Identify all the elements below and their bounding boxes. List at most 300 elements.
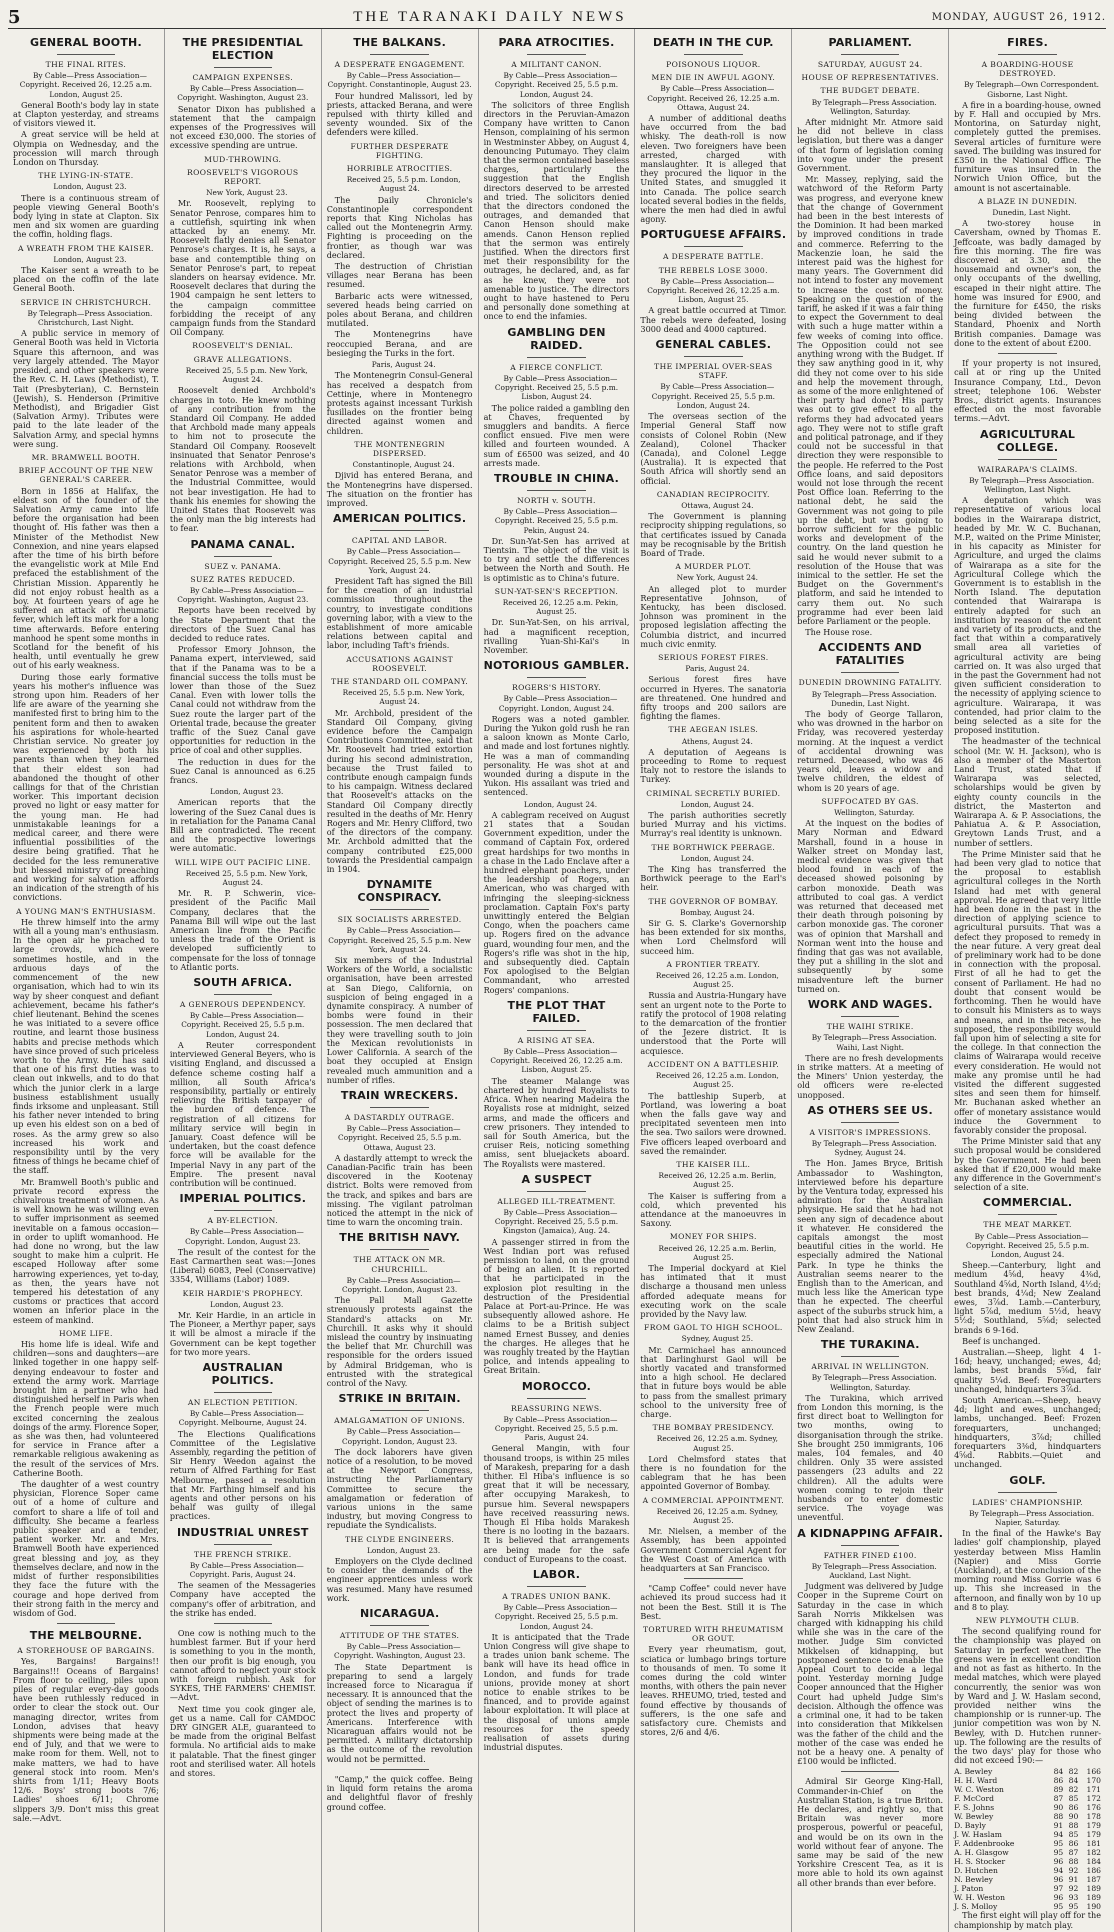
section-heading: WORK AND WAGES. <box>807 998 933 1012</box>
paragraph: Serious forest fires have occurred in Hyeres. The sanatoria are threatened. One hundred and fifty troops and 200 sailors are fighting the flames. <box>640 674 787 722</box>
sub-heading: SUEZ v. PANAMA. <box>204 561 282 571</box>
score: 184 <box>1086 1857 1101 1867</box>
paragraph: The dock laborers have given notice of a resolution, to be moved at the Newport Congress, instructing the Parliamentary Committee to secure the amalgamation or federation of various unions in the same industry, but moving Congress to repudiate the Syndicalists. <box>326 1446 473 1531</box>
score: 95 <box>1053 1848 1064 1858</box>
score: 90 <box>1053 1803 1064 1813</box>
paragraph: The Prime Minister said that he had been very glad to notice that the proposal to establish agricultural colleges in the North Island had met with general approval. He agreed that very little had been done in the past in the direction of applying science to agricultural pursuits. That was a defect they proposed to remedy in the near future. A very great deal of preliminary work had to be done in connection with the proposal. First of all he had to get the consent of Parliament. He had no doubt that consent would be forthcoming. Then he would have to consult his Ministers as to ways and means, and in the recess, he supposed, the responsibility would fall upon him of selecting a site for the college. In that connection the claims of Wairarapa would receive every consideration. He would not make any promise until he had visited the different suggested sites and seen them for himself. Mr. Buchanan asked whether an offer of monetary assistance would induce the Government to favorably consider the proposal. <box>954 848 1101 1135</box>
player-name: W. Bewley <box>954 1812 994 1822</box>
paragraph: Australian.—Sheep, light 4 1-16d; heavy, unchanged; ewes, 4d; lambs, best brands 5⅝d, fair quality 5¼d. Beef: Forequarters unchanged, hindquarters 3⅞d. <box>954 1347 1101 1394</box>
divider <box>684 246 742 247</box>
section-heading: AUSTRALIAN POLITICS. <box>202 1360 283 1387</box>
divider <box>214 67 272 68</box>
score: 82 <box>1068 1767 1079 1777</box>
paragraph: Every year rheumatism, gout, sciatica or lumbago brings torture to thousands of men. To some it comes during the cold winter months, with others the pain never leaves. RHEUMO, tried, tested and found effective by thousands of sufferers, is the one safe and satisfactory cure. Chemists and stores, 2/6 and 4/6. <box>640 1644 787 1738</box>
section-heading: FIRES. <box>1007 36 1049 49</box>
dateline: Received 26, 12.25 a.m. London, August 25. <box>655 971 779 990</box>
paragraph: Born in 1856 at Halifax, the eldest son of the founder of the Salvation Army came into life before the organisation had been thought of. His father was then a Minister of the Methodist New Connexion, and nine years elapsed after the time of his birth before the evangelistic work at Mile End prefaced the establishment of the Christian Mission. Apparently he did not enjoy robust health as a boy. At fourteen years of age he suffered an attack of rheumatic fever, which left its mark for a long time afterwards. Before entering manhood he spent some months in Scotland for the benefit of his health, until eventually he grew out of his early weakness. <box>13 485 159 671</box>
score: 189 <box>1086 1884 1101 1894</box>
player-name: N. Bewley <box>954 1875 993 1885</box>
divider <box>841 1016 899 1017</box>
player-name: D. Bayly <box>954 1821 986 1831</box>
section-heading: GENERAL BOOTH. <box>29 36 142 49</box>
issue-date: MONDAY, AUGUST 26, 1912. <box>931 11 1106 23</box>
paragraph: "Camp Coffee" could never have achieved its proud success had it not been the Best. Still it is The Best. <box>640 1583 787 1621</box>
dateline: By Cable—Press Association—Copyright. Received 25, 5.5 p.m. London, August 24. <box>965 1231 1090 1259</box>
sub-heading: WILL WIPE OUT PACIFIC LINE. <box>174 857 311 867</box>
sub-heading: THE ATTACK ON MR. CHURCHILL. <box>353 1255 446 1274</box>
sub-heading: A DESPERATE ENGAGEMENT. <box>334 60 465 69</box>
score: 96 <box>1053 1875 1064 1885</box>
sub-heading: ROOSEVELT'S VIGOROUS REPORT. <box>187 167 299 187</box>
paragraph: During those early formative years his mother's influence was strong upon him. Readers of her life are aware of the yearning she manifested first to bring him to the penitent form and then to awaken his aspirations for whole-hearted Christian service. No greater joy was experienced by both his parents than when they learned that their eldest son had abandoned the thought of other callings for that of the Christian worker. This important decision proved no light or easy matter for the young man. He had unmistakable leanings for a medical career, and there were influential possibilities of the desire being gratified. That he decided for the less remunerative but blessed ministry of preaching and working for salvation affords an indication of the strength of his convictions. <box>13 671 159 903</box>
dateline: By Cable—Press Association—Copyright. London, August 23. <box>341 1275 461 1294</box>
column-7 <box>949 29 1106 1932</box>
divider <box>527 1030 585 1031</box>
divider <box>370 530 428 531</box>
dateline: Received 26, 12.25 a.m. Berlin, August 25. <box>658 1171 777 1190</box>
dateline: Athens, August 24. <box>681 736 753 746</box>
dateline: By Cable—Press Association—Copyright. Received 25, 5.5 p.m. London, August 24. <box>651 382 775 410</box>
divider <box>370 1107 428 1108</box>
paragraph: The headmaster of the technical school (Mr. W. H. Jackson), who is also a member of the Masterton Land Trust, stated that if Wairarapa was selected, scholarships would be given by eighty county councils in the district, the Masterton and Wairarapa A. & P. Associations, the Pahiatua A. & P. Association, Greytown Lands Trust, and a number of settlers. <box>954 736 1101 848</box>
player-name: H. H. Ward <box>954 1776 998 1786</box>
dateline: Received 25, 5.5 p.m. New York, August 24. <box>342 688 465 707</box>
score: 87 <box>1068 1848 1079 1858</box>
player-name: F. S. Johns <box>954 1803 995 1813</box>
paragraph: Yes, Bargains! Bargains!! Bargains!!! Oceans of Bargains! From floor to ceiling, piles upon piles of regular every-day goods have been ruthlessly reduced in order to clear the stock out. Our managing director, writes from London, advises that heavy shipments were being made at the end of July, and that we were to make room for them. Well, not to make matters, we had to have general stock into room. Men's shirts from 1/11; Heavy Boots 12/6. Boys' strong boots 7/6; Ladies' shoes 6/11; Chrome slippers 3/9. Don't miss this great sale.—Advt. <box>13 1656 159 1823</box>
table-row <box>954 1803 1101 1812</box>
dateline: By Cable—Press Association—Copyright. Melbourne, August 24. <box>178 1409 307 1428</box>
dateline: By Telegraph—Press Association. Sydney, August 24. <box>811 1138 937 1158</box>
paragraph: Mr. Nielsen, a member of the Assembly, has been appointed Government Commercial Agent for the West Coast of America with headquarters at San Francisco. <box>640 1526 787 1574</box>
sub-heading: CAPITAL AND LABOR. <box>351 536 448 546</box>
table-row <box>954 1767 1101 1776</box>
divider <box>527 1398 585 1399</box>
dateline: Wellington, Saturday. <box>834 808 915 818</box>
table-row <box>954 1794 1101 1803</box>
sub-heading: THE LYING-IN-STATE. <box>38 171 134 181</box>
score: 189 <box>1086 1893 1101 1903</box>
paragraph: Russia and Austria-Hungary have sent an urgent note to the Porte to ratify the protocol of 1908 relating to the demarcation of the frontier of the Jezere district. It is understood that the Porte will acquiesce. <box>640 990 787 1056</box>
paragraph: Rogers was a noted gambler. During the Yukon gold rush he ran a saloon known as Monte Carlo, and made and lost fortunes nightly. He was a man of commanding personality. He was shot at and wounded during a dispute in the Yukon. His assailant was tried and sentenced. <box>483 713 630 798</box>
table-row <box>954 1857 1101 1866</box>
paragraph: A cablegram received on August 21 states that a Soudan Government expedition, under the command of Captain Fox, ordered great hardships for two months in a chase in the Lado Enclave after a hundred elephant poachers, under the leadership of Rogers, an American, who was charged with infringing the sleeping-sickness proclamation. Captain Fox's party unwittingly entered the Belgian Congo, when the poachers came up. Rogers fired on the advance guard, wounding four men, and the Rogers's rifle was shot in the hip, and subsequently died. Captain Fox apologised to the Belgian Commandant, who arrested Rogers' companions. <box>483 809 630 995</box>
sub-heading: NEW PLYMOUTH CLUB. <box>975 1616 1080 1626</box>
section-heading: PORTUGUESE AFFAIRS. <box>640 228 787 242</box>
dateline: By Cable—Press Association—Copyright. Received 25, 5.5 p.m. Paris, August 24. <box>494 1414 619 1443</box>
column-4 <box>479 29 636 1932</box>
paragraph: Lord Chelmsford states that there is no foundation for the cablegram that he has been appointed Governor of Bombay. <box>640 1453 787 1492</box>
paragraph: The destruction of Christian villages near Berana has been resumed. <box>326 261 473 290</box>
player-name: W. H. Weston <box>954 1893 1005 1903</box>
score: 84 <box>1068 1776 1079 1786</box>
divider <box>57 1623 115 1624</box>
paragraph: A public service in memory of General Booth was held in Victoria Square this afternoon, and was very largely attended. The Mayor presided, and other speakers were the Rev. C. H. Laws (Methodist), T. Tait (Presbyterian), C. Bernstein (Jewish), S. Henderson (Primitive Methodist), and Brigadier Gist (Salvation Army). Tributes were paid to the late leader of the Salvation Army, and special hymns were sung. <box>13 328 159 449</box>
paragraph: The Imperial dockyard at Kiel has intimated that it must discharge a thousand men unless afforded adequate means for executing work on the scale provided by the Navy law. <box>640 1262 787 1319</box>
divider <box>998 54 1057 55</box>
column-6 <box>792 29 949 1932</box>
dateline: London, August 23. <box>210 787 284 797</box>
table-row <box>954 1848 1101 1857</box>
paragraph: Sir G. S. Clarke's Governorship has been extended for six months, when Lord Chelmsford will succeed him. <box>640 918 787 956</box>
sub-heading: A STOREHOUSE OF BARGAINS. <box>17 1646 155 1656</box>
paragraph: His home life is ideal. Wife and children—sons and daughters—are linked together in one happy self-denying endeavour to foster and extend the army work. Marriage brought him a partner who had distinguished herself in Paris when the French people were much excited concerning the zealous doings of the army. Florence Soper, as she was then, had volunteered for service in France after a remarkable religious awakening as the result of the services of Mrs. Catherine Booth. <box>13 1339 159 1478</box>
section-heading: THE PLOT THAT FAILED. <box>507 998 606 1025</box>
paragraph: The King has transferred the Borthwick peerage to the Earl's heir. <box>640 864 787 893</box>
divider <box>998 1492 1057 1493</box>
column-3 <box>322 29 479 1932</box>
dateline: London, August 24. <box>680 799 754 809</box>
paragraph: The Kaiser is suffering from a cold, which prevented his attendance at the manoeuvres in Saxony. <box>640 1190 787 1229</box>
table-row <box>954 1866 1101 1875</box>
masthead <box>8 6 1106 29</box>
section-heading: AS OTHERS SEE US. <box>807 1103 933 1117</box>
page-number: 5 <box>8 6 21 28</box>
dateline: Received 25, 5.5 p.m. London, August 24. <box>346 175 461 194</box>
dateline: Dunedin, Last Night. <box>992 208 1071 218</box>
divider <box>998 1214 1057 1215</box>
score: 85 <box>1068 1830 1079 1840</box>
paragraph: The parish authorities secretly buried Murray and his victims. Murray's real identity is unknown. <box>640 810 787 839</box>
sub-heading: DUNEDIN DROWNING FATALITY. <box>798 678 942 688</box>
score: 88 <box>1068 1857 1079 1867</box>
paragraph: After midnight Mr. Atmore said he did not believe in class legislation, but there was a danger of that form of legislation coming into vogue under the present Government. <box>797 117 944 174</box>
dateline: London, August 23. <box>53 182 127 192</box>
paragraph: Barbaric acts were witnessed, severed heads being carried on poles about Berana, and children mutilated. <box>326 290 473 329</box>
paragraph: Senator Dixon has published a statement that the campaign expenses of the Progressives will not exceed £30,000. The stories of excessive spending are untrue. <box>169 103 316 151</box>
section-heading: MOROCCO. <box>521 1379 592 1393</box>
divider <box>527 54 585 55</box>
sub-heading: SIX SOCIALISTS ARRESTED. <box>337 915 462 925</box>
sub-heading: MONEY FOR SHIPS. <box>669 1232 757 1242</box>
divider <box>841 1771 899 1772</box>
section-heading: THE PRESIDENTIAL ELECTION <box>182 36 303 62</box>
section-heading: STRIKE IN BRITAIN. <box>338 1392 461 1406</box>
divider <box>214 994 272 995</box>
paragraph: A great battle occurred at Timor. The rebels were defeated, losing 3000 dead and 4000 captured. <box>640 305 787 334</box>
score: 179 <box>1086 1821 1101 1831</box>
sub-heading: A GENEROUS DEPENDENCY. <box>179 1000 306 1010</box>
table-row <box>954 1821 1101 1830</box>
sub-heading: THE BOMBAY PRESIDENCY. <box>652 1423 775 1433</box>
table-row <box>954 1893 1101 1902</box>
table-row <box>954 1884 1101 1893</box>
divider <box>214 1210 272 1211</box>
paragraph: A two-storey house in Caversham, owned by Thomas E. Jeffcoate, was badly damaged by fire this morning. The fire was discovered at 3.30, and the housemaid and owner's son, the only occupants of the dwelling, escaped in their night attire. The home was insured for £900, and the furniture for £450, the risks being divided between the Standard, Phoenix and North British companies. Damage was done to the extent of about £200. <box>954 218 1101 348</box>
sub-heading: THE AEGEAN ISLES. <box>668 725 759 735</box>
sub-heading: AN ELECTION PETITION. <box>187 1397 298 1407</box>
dateline: By Telegraph—Own Correspondent. Gisborne, Last Night. <box>964 80 1100 99</box>
column-5 <box>635 29 792 1932</box>
paragraph: Sheep.—Canterbury, light and medium 4⅝d, heavy 4⅜d, Southland 4⅝d, North Island, 4½d; best brands, 4¼d; New Zealand ewes, 3⅞d. Lamb.—Canterbury, light 5⅞d, medium 5½d, heavy 5½d; Southland, 5⅝d; selected brands 6 9-16d. <box>954 1260 1101 1335</box>
sub-heading: NORTH v. SOUTH. <box>517 495 596 505</box>
paragraph: Professor Emory Johnson, the Panama expert, interviewed, said that if the Panama was to be a financial success the tolls must be lower than those of the Suez Canal. Even with lower tolls the Canal could not withdraw from the Suez route the larger part of the Oriental trade, because the greater traffic of the Suez Canal gave opportunities for reduction in the price of coal and other supplies. <box>169 644 316 756</box>
score: 86 <box>1053 1776 1064 1786</box>
section-heading: AGRICULTURAL COLLEGE. <box>980 427 1076 454</box>
sub-heading: ACCUSATIONS AGAINST ROOSEVELT. <box>346 654 454 673</box>
paragraph: At the inquest on the bodies of Mary Norman and Edward Marshall, found in a house in Walker street on Monday last, medical evidence was given that blood found in each of the deceased showed poisoning by carbon monoxide. Death was attributed to coal gas. A verdict was returned that deceased met their death through poisoning by carbon monoxide gas. The coroner was of opinion that Marshall and Norman went into the house and finding that gas was not available, they put a shilling in the slot and subsequently by some misadventure left the burner turned on. <box>797 818 944 994</box>
sub-heading: A COMMERCIAL APPOINTMENT. <box>642 1495 785 1505</box>
sub-heading: SERIOUS FOREST FIRES. <box>658 652 769 662</box>
paragraph: The Hon. James Bryce, British Ambassador to Washington, interviewed before his departure by the Ventura today, expressed his admiration for the Australian physique. He said that he had not seen any sign of decadence about it whatever. He considered the capitals amongst the most beautiful cities in the world. He especially admired the National Park. In type he thinks the Australian seems nearer to the English than to the American, and much less like the American type than he expected. The cheerful aspect of the suburbs struck him, a point that had also struck him in New Zealand. <box>797 1158 944 1334</box>
sub-heading: A BLAZE IN DUNEDIN. <box>977 196 1078 206</box>
sub-heading: THE GOVERNOR OF BOMBAY. <box>648 896 779 906</box>
paragraph: Four hundred Malissori, led by priests, attacked Berana, and were repulsed with thirty killed and seventy wounded. Six of the defenders were killed. <box>326 90 473 138</box>
score: 181 <box>1086 1839 1101 1849</box>
paragraph: He threw himself into the army with all a young man's enthusiasm. In the open air he preached to large crowds, which were sometimes hostile, and in the arduous days of the commencement of the new organisation, which had to win its way by sheer conquest and defiant achievement, became his father's chief lieutenant. Behind the scenes he was initiated to a severe office routine, and learnt those business habits and precise methods which have since proved of such priceless worth to the Army. He has said that one of his first duties was to clean out inkwells, and to do that which the junior clerk in a large business establishment usually finds irksome and unpleasant. Still his father never intended to bring up even his eldest son on a bed of roses. As the army grew so also increased his work and responsibility until by the very fitness of things he became chief of the staff. <box>13 916 159 1176</box>
player-name: F. McCord <box>954 1794 994 1804</box>
sub-heading: ROGERS'S HISTORY. <box>511 683 601 693</box>
divider <box>214 1623 272 1624</box>
section-heading: IMPERIAL POLITICS. <box>179 1192 307 1206</box>
score: 88 <box>1053 1812 1064 1822</box>
player-name: W. C. Weston <box>954 1785 1004 1795</box>
divider <box>370 1769 428 1770</box>
paragraph: The Montenegrin Consul-General has received a despatch from Cettinje, where in Montenegro protests against incessant Turkish fusillades on the frontier being directed against women and children. <box>326 370 473 436</box>
section-heading: PARA ATROCITIES. <box>498 36 615 49</box>
score: 96 <box>1053 1893 1064 1903</box>
score: 176 <box>1086 1803 1101 1813</box>
dateline: Ottawa, August 24. <box>681 500 754 510</box>
divider <box>370 1249 428 1250</box>
paragraph: The reduction in dues for the Suez Canal is announced as 6.25 francs. <box>169 756 316 786</box>
sub-heading: A BOARDING-HOUSE DESTROYED. <box>981 60 1074 79</box>
sub-heading: THE BUDGET DEBATE. <box>820 86 920 96</box>
section-heading: THE TURAKINA. <box>820 1338 920 1352</box>
dateline: New York, August 23. <box>206 188 288 198</box>
paragraph: South American.—Sheep, heavy 4d; light and ewes, unchanged; lambs, unchanged. Beef: Frozen forequarters, unchanged; hindquarters, 3⅞d; chilled forequarters 3⅜d, hindquarters 4⅝d. Rabbits.—Quiet and unchanged. <box>954 1395 1101 1470</box>
article-columns <box>8 29 1106 1930</box>
sub-heading: THE STANDARD OIL COMPANY. <box>331 676 469 686</box>
dateline: By Cable—Press Association—Copyright. Received 25, 5.5 p.m. London, August 24. <box>494 1603 619 1631</box>
paragraph: Next time you cook ginger ale, get us a name. Call for CAMDOC DRY GINGER ALE, guaranteed to be made from the original Belfast formula. No artificial aids to make it palatable. That the finest ginger root and sterilised water. All hotels and stores. <box>169 1703 316 1779</box>
score: 94 <box>1053 1866 1064 1876</box>
paragraph: Dr. Sun-Yat-Sen, on his arrival, had a magnificent reception, rivalling Yuan-Shi-Kai's in November. <box>483 617 630 655</box>
section-heading: DYNAMITE CONSPIRACY. <box>357 878 442 905</box>
section-heading: PANAMA CANAL. <box>190 537 296 551</box>
divider <box>841 1356 899 1357</box>
sub-heading: THE FRENCH STRIKE. <box>194 1549 292 1559</box>
divider <box>684 1578 742 1579</box>
section-heading: A KIDNAPPING AFFAIR. <box>797 1526 944 1540</box>
sub-heading: A BY-ELECTION. <box>207 1216 279 1226</box>
sub-heading: HOME LIFE. <box>58 1328 113 1338</box>
dateline: By Telegraph—Press Association. Dunedin, Last Night. <box>811 689 937 708</box>
sub-heading: CAMPAIGN EXPENSES. <box>192 73 294 82</box>
paragraph: There is a continuous stream of people viewing General Booth's body lying in state at Clapton. Six men and six women are guarding the coffin, holding flags. <box>13 192 159 240</box>
score: 86 <box>1068 1839 1079 1849</box>
paragraph: Mr. Keir Hardie, in an article in The Pioneer, a Merthyr paper, says it will be almost a miracle if the Government can be kept together for two more years. <box>169 1309 316 1357</box>
paragraph: A passenger stirred in from the West Indian port was refused permission to land, on the ground of being an alien. It is reported that he participated in the explosion plot resulting in the destruction of the Presidential Palace at Port-au-Prince. He was subsequently allowed ashore. He claims to be a British subject named Ernest Bussey, and denies the charges. He alleges that he was roughly treated by the Haytian police, and intends appealing to Great Britain. <box>483 1236 630 1376</box>
sub-heading: MEN DIE IN AWFUL AGONY. <box>651 73 776 83</box>
player-name: F. Addenbrooke <box>954 1839 1015 1849</box>
paragraph: A great service will be held at Olympia on Wednesday, and the procession will march through London on Thursday. <box>13 129 159 168</box>
section-heading: PARLIAMENT. <box>828 36 912 49</box>
section-heading: NOTORIOUS GAMBLER. <box>483 659 630 673</box>
paragraph: The body of George Tallaron, who was drowned in the harbor on Friday, was recovered yesterday morning. At the inquest a verdict of accidental drowning was returned. Deceased, who was 46 years old, leaves a widow and twelve children, the eldest of whom is 20 years of age. <box>797 709 944 793</box>
paragraph: A deputation which was representative of various local bodies in the Wairarapa district, headed by Mr. W. C. Buchanan, M.P., waited on the Prime Minister, in his capacity as Minister for Agriculture, and urged the claims of Wairarapa as a site for the Agricultural College which the Government is to establish in the North Island. The deputation contended that Wairarapa is entirely adapted for such an institution by reason of the extent and variety of its products, and the fact that within a comparatively small area all varieties of agricultural activity are being carried on. It was also urged that in the past the Government had not given sufficient consideration to the necessity of applying science to agriculture. Wairarapa, it was contended, had prior claim to the being selected as a site for the proposed institution. <box>954 495 1101 736</box>
paragraph: The Montenegrins have reoccupied Berana, and are besieging the Turks in the fort. <box>326 329 473 358</box>
divider <box>57 54 115 55</box>
sub-heading: GRAVE ALLEGATIONS. <box>193 354 292 364</box>
dateline: By Cable—Press Association—Copyright. Received 26, 12.25 a.m. Ottawa, August 24. <box>647 84 780 112</box>
dateline: By Cable—Press Association—Copyright. Received 26, 12.25 a.m. Lisbon, August 25. <box>647 276 780 305</box>
dateline: London, August 23. <box>367 1545 441 1555</box>
divider <box>370 1625 428 1626</box>
paragraph: Roosevelt denied Archbold's charges in toto. He knew nothing of any contribution from the Standard Oil Company. He added that Archbold made many appeals to him not to prosecute the Standard Oil Company. Roosevelt insinuated that Senator Penrose's relations with Archbold, when Senator Penrose was a member of the Industrial Committee, would not bear investigation. He had to thank his enemies for showing the United States that Roosevelt was the only man the big interests had to fear. <box>169 385 316 534</box>
table-row <box>954 1785 1101 1794</box>
player-name: H. S. Stocker <box>954 1857 1006 1867</box>
section-heading: SOUTH AFRICA. <box>193 976 293 990</box>
paragraph: It is anticipated that the Trade Union Congress will give shape to a trades union bank scheme. The bank will have its head office in London, and funds for trade unions, provide money at short notice to enable strikes to be financed, and to provide against labour exploitation. It will place at the disposal of unions ample resources for the speedy realisation of assets during industrial disputes. <box>483 1631 630 1753</box>
paragraph: Admiral Sir George King-Hall, Commander-in-Chief on the Australian Station, is a true Briton. He declares, and rightly so, that Britain was never more prosperous, powerful or peaceful, and would be on its own in the world without fear of anyone. The same may be said of the new Yorkshire Crescent Tea, as it is more able to hold its own against all other brands than ever before. <box>797 1776 944 1888</box>
paragraph: Employers on the Clyde declined to consider the demands of the engineer apprentices unless work was resumed. Many have resumed work. <box>326 1556 473 1603</box>
player-name: J. Paton <box>954 1884 984 1894</box>
score: 172 <box>1086 1794 1101 1804</box>
divider <box>684 356 742 357</box>
paragraph: Beef is unchanged. <box>962 1335 1041 1346</box>
dateline: London, August 23. <box>210 1299 284 1309</box>
section-heading: TRAIN WRECKERS. <box>340 1088 459 1102</box>
score: 96 <box>1053 1857 1064 1867</box>
score: 88 <box>1068 1821 1079 1831</box>
section-heading: THE BALKANS. <box>353 36 446 49</box>
paragraph: The police raided a gambling den at Chaves, frequented by smugglers and bandits. A fierce conflict ensued. Five men were killed and fourteen wounded. A sum of £6500 was seized, and 40 arrests made. <box>483 402 630 468</box>
table-row <box>954 1839 1101 1848</box>
sub-heading: THE CLYDE ENGINEERS. <box>345 1534 455 1544</box>
score: 166 <box>1086 1767 1101 1777</box>
score: 92 <box>1068 1884 1079 1894</box>
dateline: By Cable—Press Association—Copyright. London, August 23. <box>185 1227 304 1246</box>
sub-heading: THE IMPERIAL OVER-SEAS STAFF. <box>654 362 773 381</box>
paragraph: If your property is not insured, call at or ring up the United Insurance Company, Ltd., Devon street; telephone 106. Webster Bros., district agents. Insurances effected on the most favorable terms.—Advt. <box>954 358 1101 424</box>
sub-heading: LADIES' CHAMPIONSHIP. <box>972 1497 1083 1507</box>
dateline: By Cable—Press Association—Copyright. Received 25, 5.5 p.m. Pekin, August 24. <box>494 507 619 535</box>
dateline: Received 26, 12.25 a.m. Berlin, August 25. <box>658 1243 777 1262</box>
dateline: Bombay, August 24. <box>680 907 755 917</box>
divider <box>841 1545 899 1546</box>
section-heading: TROUBLE IN CHINA. <box>493 471 619 485</box>
golf-scores-table <box>954 1767 1101 1911</box>
section-heading: COMMERCIAL. <box>982 1196 1073 1210</box>
sub-heading: CANADIAN RECIPROCITY. <box>656 489 770 499</box>
sub-heading: WAIRARAPA'S CLAIMS. <box>977 464 1078 474</box>
paragraph: The solicitors of three English directors in the Peruvian-Amazon Company have written to Canon Henson, complaining of his sermon in Westminster Abbey, on August 4, denouncing Putumayo. They claim that the sermon contained baseless charges, particularly the suggestion that the English directors deserved to be arrested and tried. The solicitors denied that the directors condoned the outrages, and demanded that Canon Henson should make amends. Canon Henson replied that the sermon was entirely justified. When the directors first met their responsibility for the outrages, he declared, and, as far as he knew, they were not amenable to justice. The directors ought to have hastened to Peru and personally done something at once to end the infamies. <box>483 99 630 322</box>
sub-heading: FATHER FINED £100. <box>823 1550 917 1560</box>
sub-heading: SUFFOCATED BY GAS. <box>821 796 919 806</box>
paragraph: The battleship Superb, at Portland, was lowering a boat when the falls gave way and precipitated seventeen men into the sea. Two sailors were drowned. Five officers leaped overboard and saved the remainder. <box>640 1090 787 1156</box>
paragraph: Mr. Massey, replying, said the watchword of the Reform Party was progress, and everyone knew that the change of Government had been in the best interests of the Dominion. It had been marked by improved conditions in trade and commerce. Referring to the Mackenzie loan, he said the interest paid was the highest for many years. The Government did not intend to foster any movement to increase the cost of money. Speaking on the question of the tariff, he asked if it was a fair thing to expect the Government to deal with such a huge matter within a few weeks of coming into office. The Opposition could not see anything wrong with the Budget. If they saw anything good in it, why did they not come over to his side and help the movement through, as some of the more enlightened of their party had done? His party was out to give effect to all the reforms they had advocated years ago. They were not to stifle graft and political patronage, and if they could not be successful in that direction they were responsible to the people. He referred to the Post Office loans, and said depositors would not lose through the recent Post Office loan. Referring to the national debt, he said the Government was not going to pile up the debt, but was going to borrow sufficient for the public works and development of the country. On the land question he said he would never submit to a resolution of the House that was inimical to the settler. He set the Budget on the Government's platform, and said he intended to carry them out. No such programme had ever been laid before Parliament or the people. <box>797 174 944 626</box>
dateline: By Cable—Press Association—Copyright. Received 25, 5.5 p.m. London, August 24. <box>494 71 619 99</box>
divider <box>998 353 1057 354</box>
dateline: By Cable—Press Association—Copyright. Washington, August 23. <box>177 84 309 103</box>
dateline: By Cable—Press Association—Copyright. Received 25, 5.5 p.m. Kingston (Jamaica), Aug. 24. <box>494 1207 619 1236</box>
sub-heading: ATTITUDE OF THE STATES. <box>339 1631 460 1641</box>
sub-heading: SATURDAY, AUGUST 24. <box>817 60 923 69</box>
player-name: J. W. Haslam <box>954 1830 1002 1840</box>
paragraph: "Camp," the quick coffee. Being in liquid form retains the aroma and delightful flavor of freshly ground coffee. <box>326 1773 473 1812</box>
sub-heading: ARRIVAL IN WELLINGTON. <box>811 1362 930 1372</box>
sub-heading: A DASTARDLY OUTRAGE. <box>344 1112 455 1122</box>
dateline: By Cable—Press Association—Copyright. Received 25, 5.5 p.m. Lisbon, August 24. <box>494 373 619 402</box>
dateline: By Telegraph—Press Association. Napier, Saturday. <box>969 1508 1095 1528</box>
paragraph: There are no fresh developments in strike matters. At a meeting of the Miners' Union yesterday, the old officers were re-elected unopposed. <box>797 1052 944 1100</box>
paragraph: Mr. Roosevelt, replying to Senator Penrose, compares him to a cuttlefish, squirting ink when attacked by an enemy. Mr. Roosevelt flatly denies all Senator Penrose's charges. It is, he says, a base and contemptible thing on Senator Penrose's part, to repeat slanders on hearsay evidence. Mr. Roosevelt declares that during the 1904 campaign he sent letters to the campaign committee forbidding the receipt of any campaign funds from the Standard Oil Company. <box>169 198 316 338</box>
paragraph: Reports have been received by the State Department that the directors of the Suez Canal has decided to reduce rates. <box>169 605 316 643</box>
divider <box>370 909 428 910</box>
score: 95 <box>1068 1902 1079 1912</box>
paragraph: The Kaiser sent a wreath to be placed on the coffin of the late General Booth. <box>13 265 159 294</box>
sub-heading: ACCIDENT ON A BATTLESHIP. <box>647 1059 780 1069</box>
dateline: By Cable—Press Association—Copyright. Received 25, 5.5 p.m. Ottawa, August 23. <box>338 1124 462 1152</box>
score: 84 <box>1053 1767 1064 1777</box>
column-2 <box>165 29 322 1932</box>
score: 82 <box>1068 1785 1079 1795</box>
divider <box>214 1392 272 1393</box>
dateline: By Cable—Press Association—Copyright. Received 26, 12.25 a.m. Lisbon, August 25. <box>490 1047 623 1075</box>
paragraph: Mr. R. P. Schwerin, vice-president of the Pacific Mail Company, declares that the Panama Bill will wipe out the last American line from the Pacific unless the trade of the Orient is developed sufficiently to compensate for the loss of tonnage to Atlantic ports. <box>169 888 316 972</box>
dateline: By Cable—Press Association—Copyright. Washington, August 23. <box>334 1642 466 1661</box>
divider <box>527 357 585 358</box>
sub-heading: BRIEF ACCOUNT OF THE NEW GENERAL'S CAREER. <box>18 466 154 485</box>
section-heading: INDUSTRIAL UNREST <box>176 1525 309 1539</box>
score: 91 <box>1053 1821 1064 1831</box>
dateline: By Cable—Press Association—Copyright. Received 25, 5.5 p.m. London, August 24. <box>181 1011 305 1039</box>
paragraph: The Pall Mall Gazette strenuously protests against the Standard's attacks on Mr. Churchill. It asks why it should mislead the country by insinuating the belief that Mr. Churchill was responsible for the orders issued by Admiral Bridgeman, who is entrusted with the strategical control of the Navy. <box>326 1295 473 1388</box>
dateline: By Cable—Press Association—Copyright. Paris, August 24. <box>189 1560 304 1580</box>
dateline: London, August 24. <box>680 853 754 863</box>
paragraph: The daughter of a west country physician, Florence Soper came out of a home of culture and comfort to share a life of toil and difficulty. She became a fearless public speaker and a tender, patient worker. Mr. and Mrs. Bramwell Booth have experienced great blessing and joy, as they themselves declare, and now in the midst of further responsibilities they face the future with the courage and hope derived from their strong faith in the mercy and wisdom of God. <box>13 1479 159 1618</box>
sub-heading: THE KAISER ILL. <box>676 1159 751 1169</box>
score: 90 <box>1068 1812 1079 1822</box>
dateline: Received 26, 12.25 a.m. Pekin, August 25. <box>502 597 619 617</box>
paragraph: The House rose. <box>805 627 873 638</box>
sub-heading: THE MEAT MARKET. <box>983 1220 1072 1230</box>
score: 179 <box>1086 1830 1101 1840</box>
sub-heading: MUD-THROWING. <box>204 154 282 164</box>
sub-heading: HORRIBLE ATROCITIES. <box>346 164 453 174</box>
sub-heading: MR. BRAMWELL BOOTH. <box>31 452 141 462</box>
section-heading: AMERICAN POLITICS. <box>333 512 467 526</box>
sub-heading: THE WAIHI STRIKE. <box>826 1022 914 1032</box>
paragraph: The Prime Minister said that any such proposal would be considered by the Government. He had been asked that if £20,000 would make any difference in the Government's selection of a site. <box>954 1136 1101 1193</box>
dateline: Sydney, August 25. <box>681 1334 754 1344</box>
score: 91 <box>1068 1875 1079 1885</box>
paragraph: The State Department is preparing to send a largely increased force to Nicaragua if necessary. It is announced that the object of sending the marines is to protect the lives and property of Americans. Interference with Nicaraguan affairs would not be permitted. A military dictatorship as the outcome of the revolution would not be permitted. <box>326 1661 473 1764</box>
section-heading: NICARAGUA. <box>359 1607 440 1621</box>
paragraph: President Taft has signed the Bill for the creation of an industrial commission throughout the country, to investigate conditions governing labor, with a view to the establishment of more amicable relations between capital and labor, including Taft's friends. <box>326 575 473 651</box>
divider <box>841 1122 899 1123</box>
dateline: By Telegraph—Press Association. Auckland, Last Night. <box>811 1561 937 1581</box>
sub-heading: SUN-YAT-SEN'S RECEPTION. <box>494 586 619 596</box>
player-name: J. S. Molloy <box>954 1902 998 1912</box>
sub-heading: SUEZ RATES REDUCED. <box>190 574 296 584</box>
score: 95 <box>1053 1902 1064 1912</box>
sub-heading: A YOUNG MAN'S ENTHUSIASM. <box>16 906 156 916</box>
divider <box>370 1410 428 1411</box>
score: 89 <box>1053 1785 1064 1795</box>
sub-heading: ALLEGED ILL-TREATMENT. <box>497 1196 616 1206</box>
sub-heading: A FIERCE CONFLICT. <box>510 362 603 372</box>
dateline: Received 26, 12.25 a.m. Sydney, August 25. <box>656 1434 778 1453</box>
dateline: London, August 23. <box>53 254 127 264</box>
dateline: London, August 24. <box>523 799 598 809</box>
dateline: Paris, August 24. <box>685 664 750 674</box>
sub-heading: AMALGAMATION OF UNIONS. <box>334 1416 466 1426</box>
player-name: A. Bewley <box>954 1767 993 1777</box>
dateline: By Telegraph—Press Association. Wellington, Last Night. <box>969 475 1095 494</box>
column-1 <box>8 29 165 1932</box>
